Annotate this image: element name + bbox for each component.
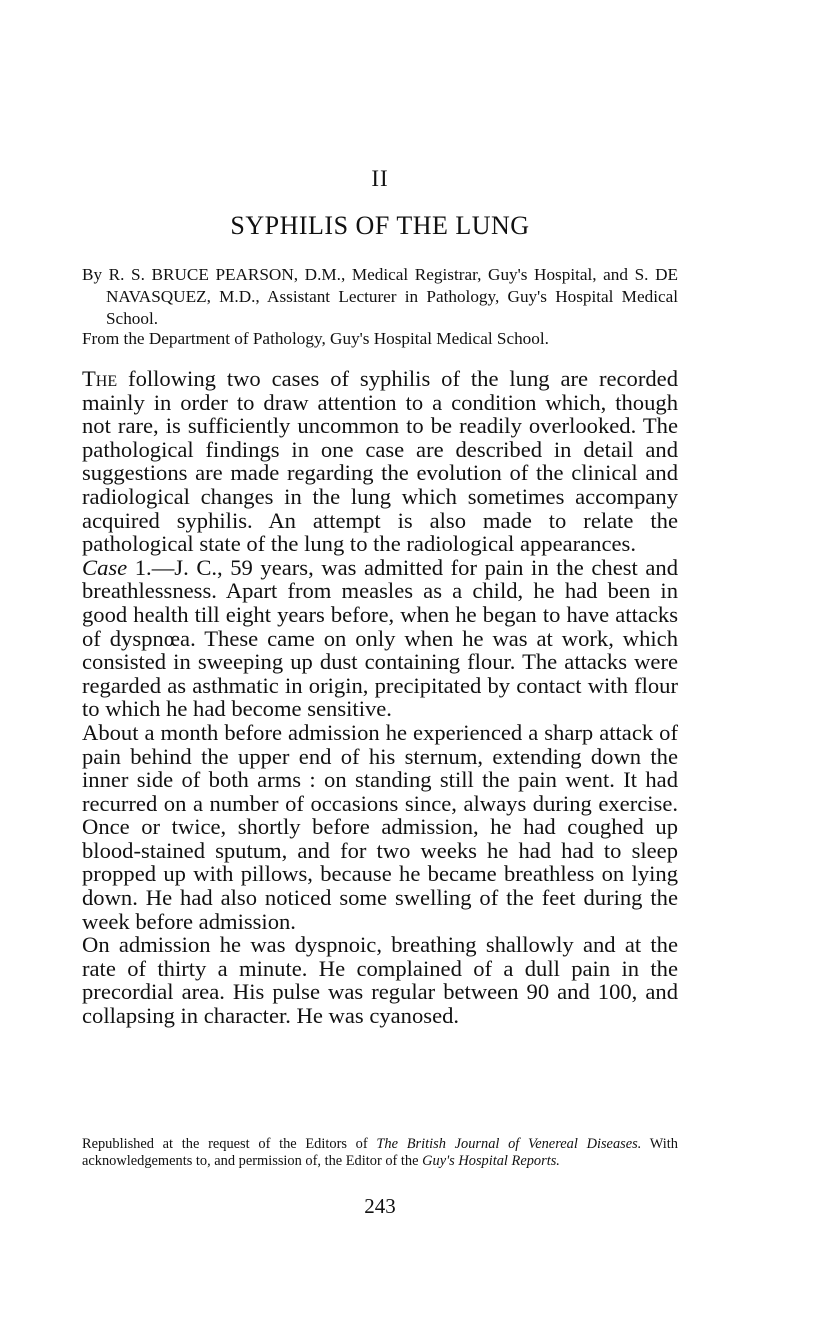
paragraph-1-lead: The — [82, 366, 118, 391]
paragraph-2 — [82, 556, 678, 721]
paragraph-2-lead: Case — [82, 554, 128, 580]
article-number: II — [371, 166, 389, 191]
paragraph-4: On admission he was dyspnoic, breathing shallowly and at the rate of thirty a minute. He complained of a dull pain in the precordial area. His pulse was regular between 90 and 100, and collapsing in character. He was cyanosed. — [82, 932, 678, 1029]
affiliation: From the Department of Pathology, Guy's Hospital Medical School. — [82, 329, 549, 348]
footnote — [82, 1136, 678, 1169]
paragraph-3: About a month before admission he experienced a sharp attack of pain behind the upper end of his sternum, extending down the inner side of both arms : on standing still the pain went. It had recurred on a number of occasions since, always during exercise. Once or twice, shortly before admission, he had coughed up blood-stained sputum, and for two weeks he had had to sleep propped up with pillows, because he became breathless on lying down. He had also noticed some swelling of the feet during the week before admission. — [82, 719, 678, 934]
footnote-journal: The British Journal of Venereal Diseases. — [376, 1136, 642, 1152]
footnote-text-b: With acknowledgements to, and permission of, the Editor of the — [82, 1136, 678, 1169]
article-title: SYPHILIS OF THE LUNG — [230, 211, 530, 240]
paragraph-1 — [82, 367, 678, 556]
footnote-text-a: Republished at the request of the Editors of — [82, 1136, 377, 1152]
body-text — [82, 367, 678, 1028]
paragraph-1-text: following two cases of syphilis of the lung are recorded mainly in order to draw attention to a condition which, though not rare, is sufficiently uncommon to be readily overlooked. The pathological findings in one case are described in detail and suggestions are made regarding the evolution of the clinical and radiological changes in the lung which sometimes accompany acquired syphilis. An attempt is also made to relate the pathological state of the lung to the radiological appearances. — [82, 366, 678, 557]
byline: By R. S. BRUCE PEARSON, D.M., Medical Registrar, Guy's Hospital, and S. DE NAVASQUEZ, M.D., Assistant Lecturer in Pathology, Guy's Hospital Medical School. — [82, 265, 678, 328]
footnote-reports: Guy's Hospital Reports. — [422, 1152, 560, 1169]
paragraph-2-text: 1.—J. C., 59 years, was admitted for pain in the chest and breathlessness. Apart from measles as a child, he had been in good health till eight years before, when he began to have attacks of dyspnœa. These came on only when he was at work, which consisted in sweeping up dust containing flour. The attacks were regarded as asthmatic in origin, precipitated by contact with flour to which he had become sensitive. — [82, 554, 678, 722]
page-number: 243 — [364, 1194, 396, 1218]
